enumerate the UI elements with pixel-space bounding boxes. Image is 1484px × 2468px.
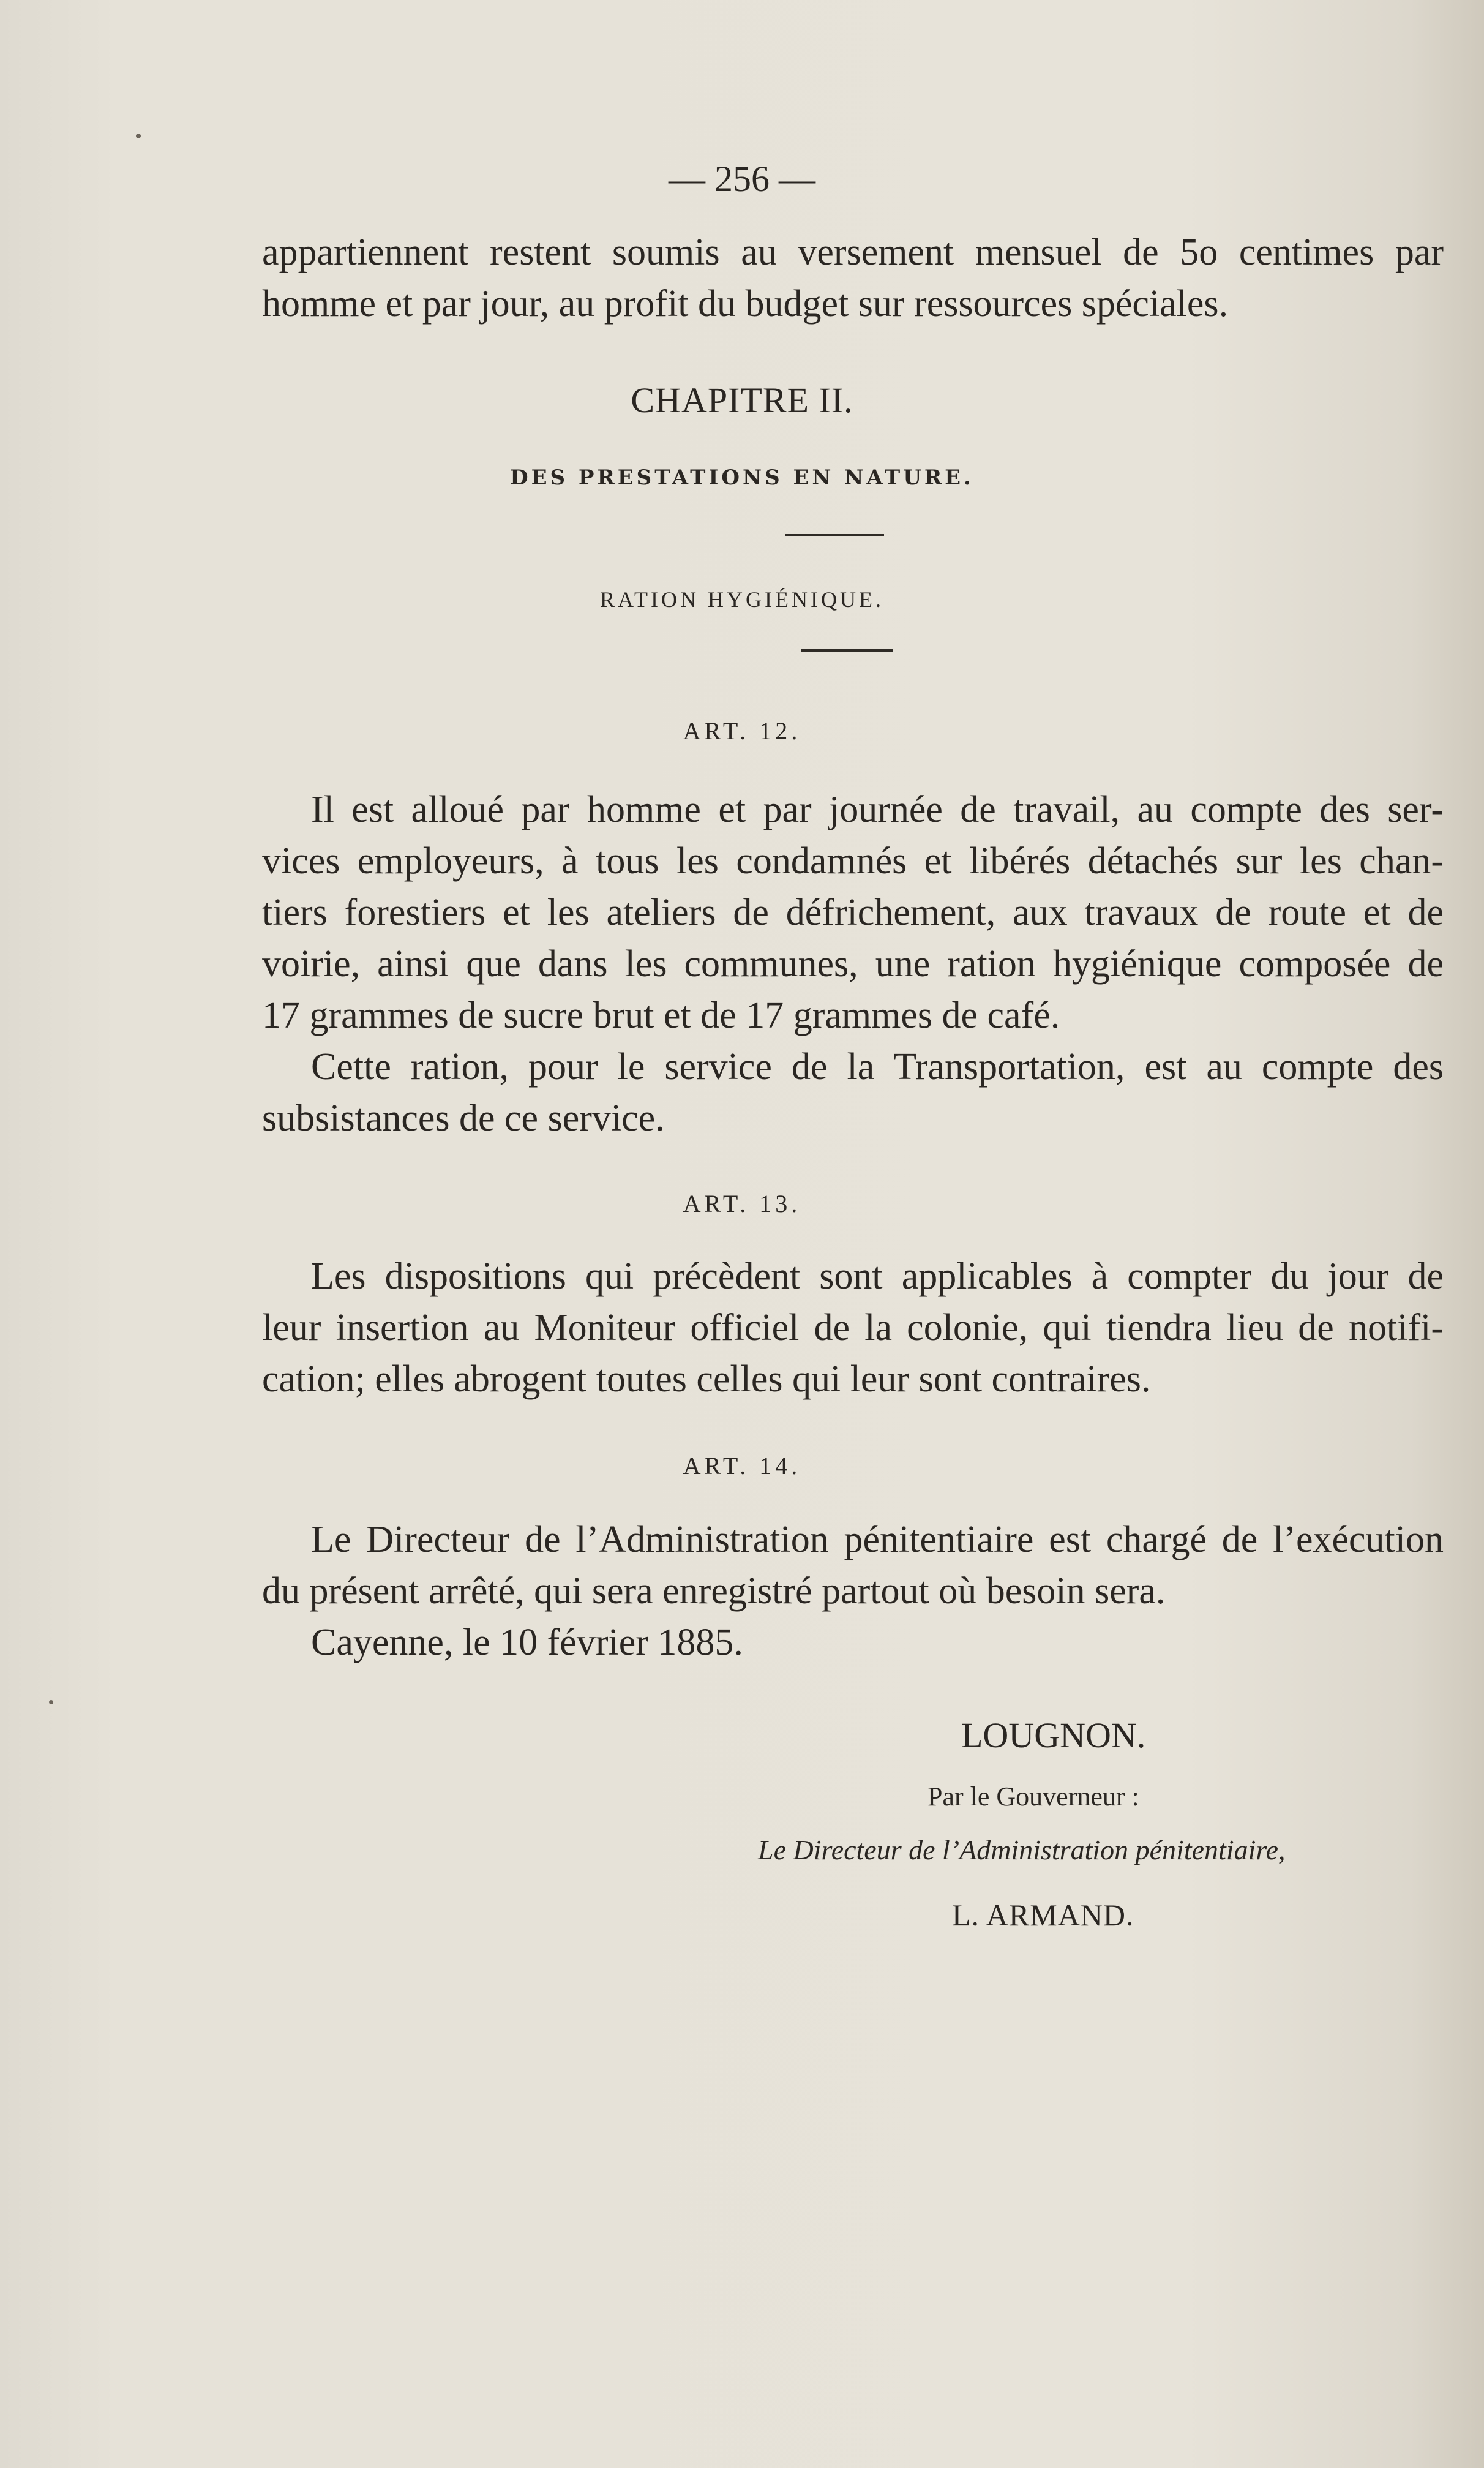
section-title: DES PRESTATIONS EN NATURE. bbox=[510, 465, 974, 490]
article-heading: ART. 14. bbox=[683, 1452, 801, 1480]
intro-line: homme et par jour, au profit du budget sur ressources spéciales. bbox=[262, 283, 1229, 325]
page-number: — 256 — bbox=[669, 159, 815, 199]
chapter-title: CHAPITRE II. bbox=[631, 380, 853, 420]
intro-line: appartiennent restent soumis au versement mensuel de 5o centimes par bbox=[262, 231, 1444, 273]
article-line: Le Directeur de l’Administration pénitentiaire est chargé de l’exécution bbox=[311, 1519, 1444, 1560]
article-heading: ART. 12. bbox=[683, 717, 801, 745]
article-heading: ART. 13. bbox=[683, 1190, 801, 1217]
article-line: subsistances de ce service. bbox=[262, 1097, 665, 1139]
ink-speck bbox=[136, 134, 141, 138]
article-line: leur insertion au Moniteur officiel de la colonie, qui tiendra lieu de notifi- bbox=[262, 1307, 1444, 1349]
ink-speck bbox=[49, 1700, 53, 1704]
signatory-name: LOUGNON. bbox=[961, 1715, 1146, 1755]
article-line: tiers forestiers et les ateliers de défrichement, aux travaux de route et de bbox=[262, 892, 1444, 933]
subsection-title: RATION HYGIÉNIQUE. bbox=[600, 587, 884, 612]
article-line: Cette ration, pour le service de la Transportation, est au compte des bbox=[311, 1046, 1444, 1088]
signatory-title: Le Directeur de l’Administration pénitentiaire, bbox=[758, 1834, 1286, 1865]
article-line: du présent arrêté, qui sera enregistré partout où besoin sera. bbox=[262, 1570, 1166, 1612]
article-line: Il est alloué par homme et par journée de travail, au compte des ser- bbox=[311, 789, 1444, 830]
article-line: cation; elles abrogent toutes celles qui leur sont contraires. bbox=[262, 1358, 1151, 1400]
date-line: Cayenne, le 10 février 1885. bbox=[311, 1622, 743, 1663]
section-rule bbox=[785, 534, 884, 536]
signatory-by: Par le Gouverneur : bbox=[928, 1781, 1139, 1811]
article-line: Les dispositions qui précèdent sont applicables à compter du jour de bbox=[311, 1255, 1444, 1297]
article-line: vices employeurs, à tous les condamnés et libérés détachés sur les chan- bbox=[262, 840, 1444, 882]
subsection-rule bbox=[801, 649, 893, 652]
article-line: 17 grammes de sucre brut et de 17 grammes de café. bbox=[262, 995, 1060, 1036]
director-name: L. ARMAND. bbox=[952, 1898, 1134, 1932]
article-line: voirie, ainsi que dans les communes, une ration hygiénique composée de bbox=[262, 943, 1444, 985]
